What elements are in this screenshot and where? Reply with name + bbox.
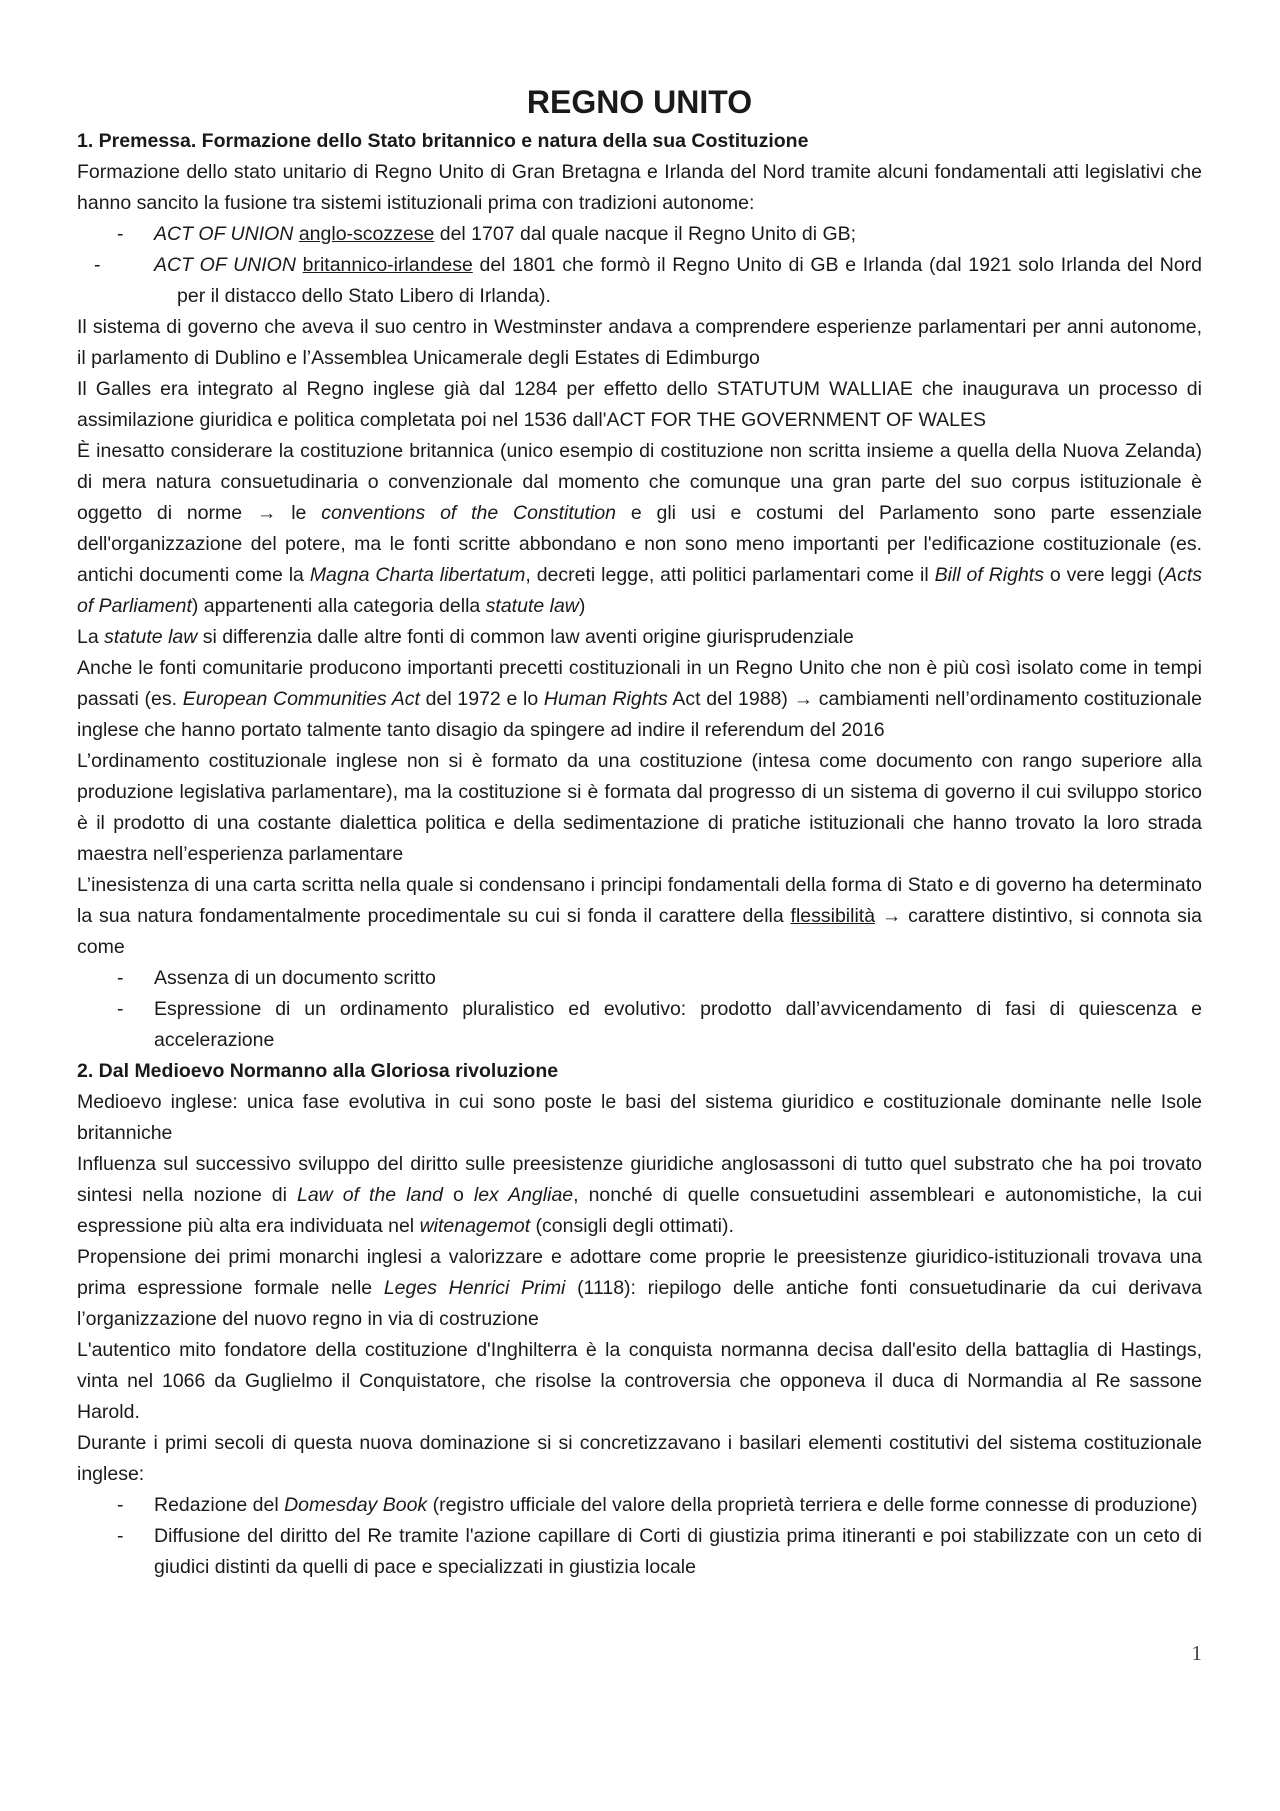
list-item: - Espressione di un ordinamento pluralistico ed evolutivo: prodotto dall’avvicendamento di fasi di quiescenza e accelerazione	[77, 994, 1202, 1056]
list-item: - Diffusione del diritto del Re tramite l'azione capillare di Corti di giustizia prima itineranti e poi stabilizzate con un ceto di giudici distinti da quelli di pace e specializzati in giustizia locale	[77, 1521, 1202, 1583]
list-item: - ACT OF UNION britannico-irlandese del 1801 che formò il Regno Unito di GB e Irlanda (dal 1921 solo Irlanda del Nord per il distacco dello Stato Libero di Irlanda).	[77, 250, 1202, 312]
characteristics-list	[77, 963, 1202, 1056]
page-number: 1	[1191, 1641, 1202, 1665]
paragraph: Formazione dello stato unitario di Regno Unito di Gran Bretagna e Irlanda del Nord tramite alcuni fondamentali atti legislativi che hanno sancito la fusione tra sistemi istituzionali prima con tradizioni autonome:	[77, 161, 1202, 214]
paragraph: Medioevo inglese: unica fase evolutiva in cui sono poste le basi del sistema giuridico e costituzionale dominante nelle Isole britanniche	[77, 1091, 1202, 1144]
elements-list	[77, 1490, 1202, 1583]
underlined-text: flessibilità	[790, 905, 876, 927]
section-2-heading: 2. Dal Medioevo Normanno alla Gloriosa rivoluzione	[77, 1060, 559, 1082]
paragraph: Influenza sul successivo sviluppo del diritto sulle preesistenze giuridiche anglosassoni di tutto quel substrato che ha poi trovato sintesi nella nozione di Law of the land o lex Angliae, nonché di quelle consuetudini assembleari e autonomistiche, la cui espressione più alta era individuata nel witenagemot (consigli degli ottimati).	[77, 1153, 1202, 1237]
paragraph: È inesatto considerare la costituzione britannica (unico esempio di costituzione non scritta insieme a quella della Nuova Zelanda) di mera natura consuetudinaria o convenzionale dal momento che comunque una gran parte del suo corpus istituzionale è oggetto di norme → le conventions of the Constitution e gli usi e costumi del Parlamento sono parte essenziale dell'organizzazione del potere, ma le fonti scritte abbondano e non sono meno importanti per l'edificazione costituzionale (es. antichi documenti come la Magna Charta libertatum, decreti legge, atti politici parlamentari come il Bill of Rights o vere leggi (Acts of Parliament) appartenenti alla categoria della statute law)	[77, 440, 1202, 617]
italic-text: ACT OF UNION	[154, 223, 294, 245]
italic-text: ACT OF UNION	[154, 254, 296, 276]
paragraph: Il Galles era integrato al Regno inglese già dal 1284 per effetto dello STATUTUM WALLIAE che inaugurava un processo di assimilazione giuridica e politica completata poi nel 1536 dall'ACT FOR THE GOVERNMENT OF WALES	[77, 378, 1202, 431]
list-item: - Redazione del Domesday Book (registro ufficiale del valore della proprietà terriera e delle forme connesse di produzione)	[77, 1490, 1202, 1521]
section-1-heading: 1. Premessa. Formazione dello Stato britannico e natura della sua Costituzione	[77, 130, 809, 152]
page-content	[77, 78, 1202, 1583]
paragraph: L’inesistenza di una carta scritta nella quale si condensano i principi fondamentali della forma di Stato e di governo ha determinato la sua natura fondamentalmente procedimentale su cui si fonda il carattere della flessibilità → carattere distintivo, si connota sia come	[77, 874, 1202, 958]
page-title: REGNO UNITO	[526, 84, 753, 120]
underlined-text: britannico-irlandese	[302, 254, 473, 276]
paragraph: La statute law si differenzia dalle altre fonti di common law aventi origine giurisprudenziale	[77, 626, 854, 648]
list-item: - ACT OF UNION anglo-scozzese del 1707 dal quale nacque il Regno Unito di GB;	[77, 219, 1202, 250]
list-item: - Assenza di un documento scritto	[77, 963, 1202, 994]
paragraph: L’ordinamento costituzionale inglese non si è formato da una costituzione (intesa come documento con rango superiore alla produzione legislativa parlamentare), ma la costituzione si è formata dal progresso di un sistema di governo il cui sviluppo storico è il prodotto di una costante dialettica politica e della sedimentazione di pratiche istituzionali che hanno trovato la loro strada maestra nell’esperienza parlamentare	[77, 750, 1202, 865]
paragraph: L'autentico mito fondatore della costituzione d'Inghilterra è la conquista normanna decisa dall'esito della battaglia di Hastings, vinta nel 1066 da Guglielmo il Conquistatore, che risolse la controversia che opponeva il duca di Normandia al Re sassone Harold.	[77, 1339, 1202, 1423]
underlined-text: anglo-scozzese	[298, 223, 435, 245]
paragraph: Propensione dei primi monarchi inglesi a valorizzare e adottare come proprie le preesistenze giuridico-istituzionali trovava una prima espressione formale nelle Leges Henrici Primi (1118): riepilogo delle antiche fonti consuetudinarie da cui derivava l’organizzazione del nuovo regno in via di costruzione	[77, 1246, 1202, 1330]
paragraph: Durante i primi secoli di questa nuova dominazione si si concretizzavano i basilari elementi costitutivi del sistema costituzionale inglese:	[77, 1432, 1202, 1485]
paragraph: Anche le fonti comunitarie producono importanti precetti costituzionali in un Regno Unito che non è più così isolato come in tempi passati (es. European Communities Act del 1972 e lo Human Rights Act del 1988) → cambiamenti nell’ordinamento costituzionale inglese che hanno portato talmente tanto disagio da spingere ad indire il referendum del 2016	[77, 657, 1202, 741]
act-of-union-list	[77, 219, 1202, 312]
paragraph: Il sistema di governo che aveva il suo centro in Westminster andava a comprendere esperienze parlamentari per anni autonome, il parlamento di Dublino e l’Assemblea Unicamerale degli Estates di Edimburgo	[77, 316, 1202, 369]
